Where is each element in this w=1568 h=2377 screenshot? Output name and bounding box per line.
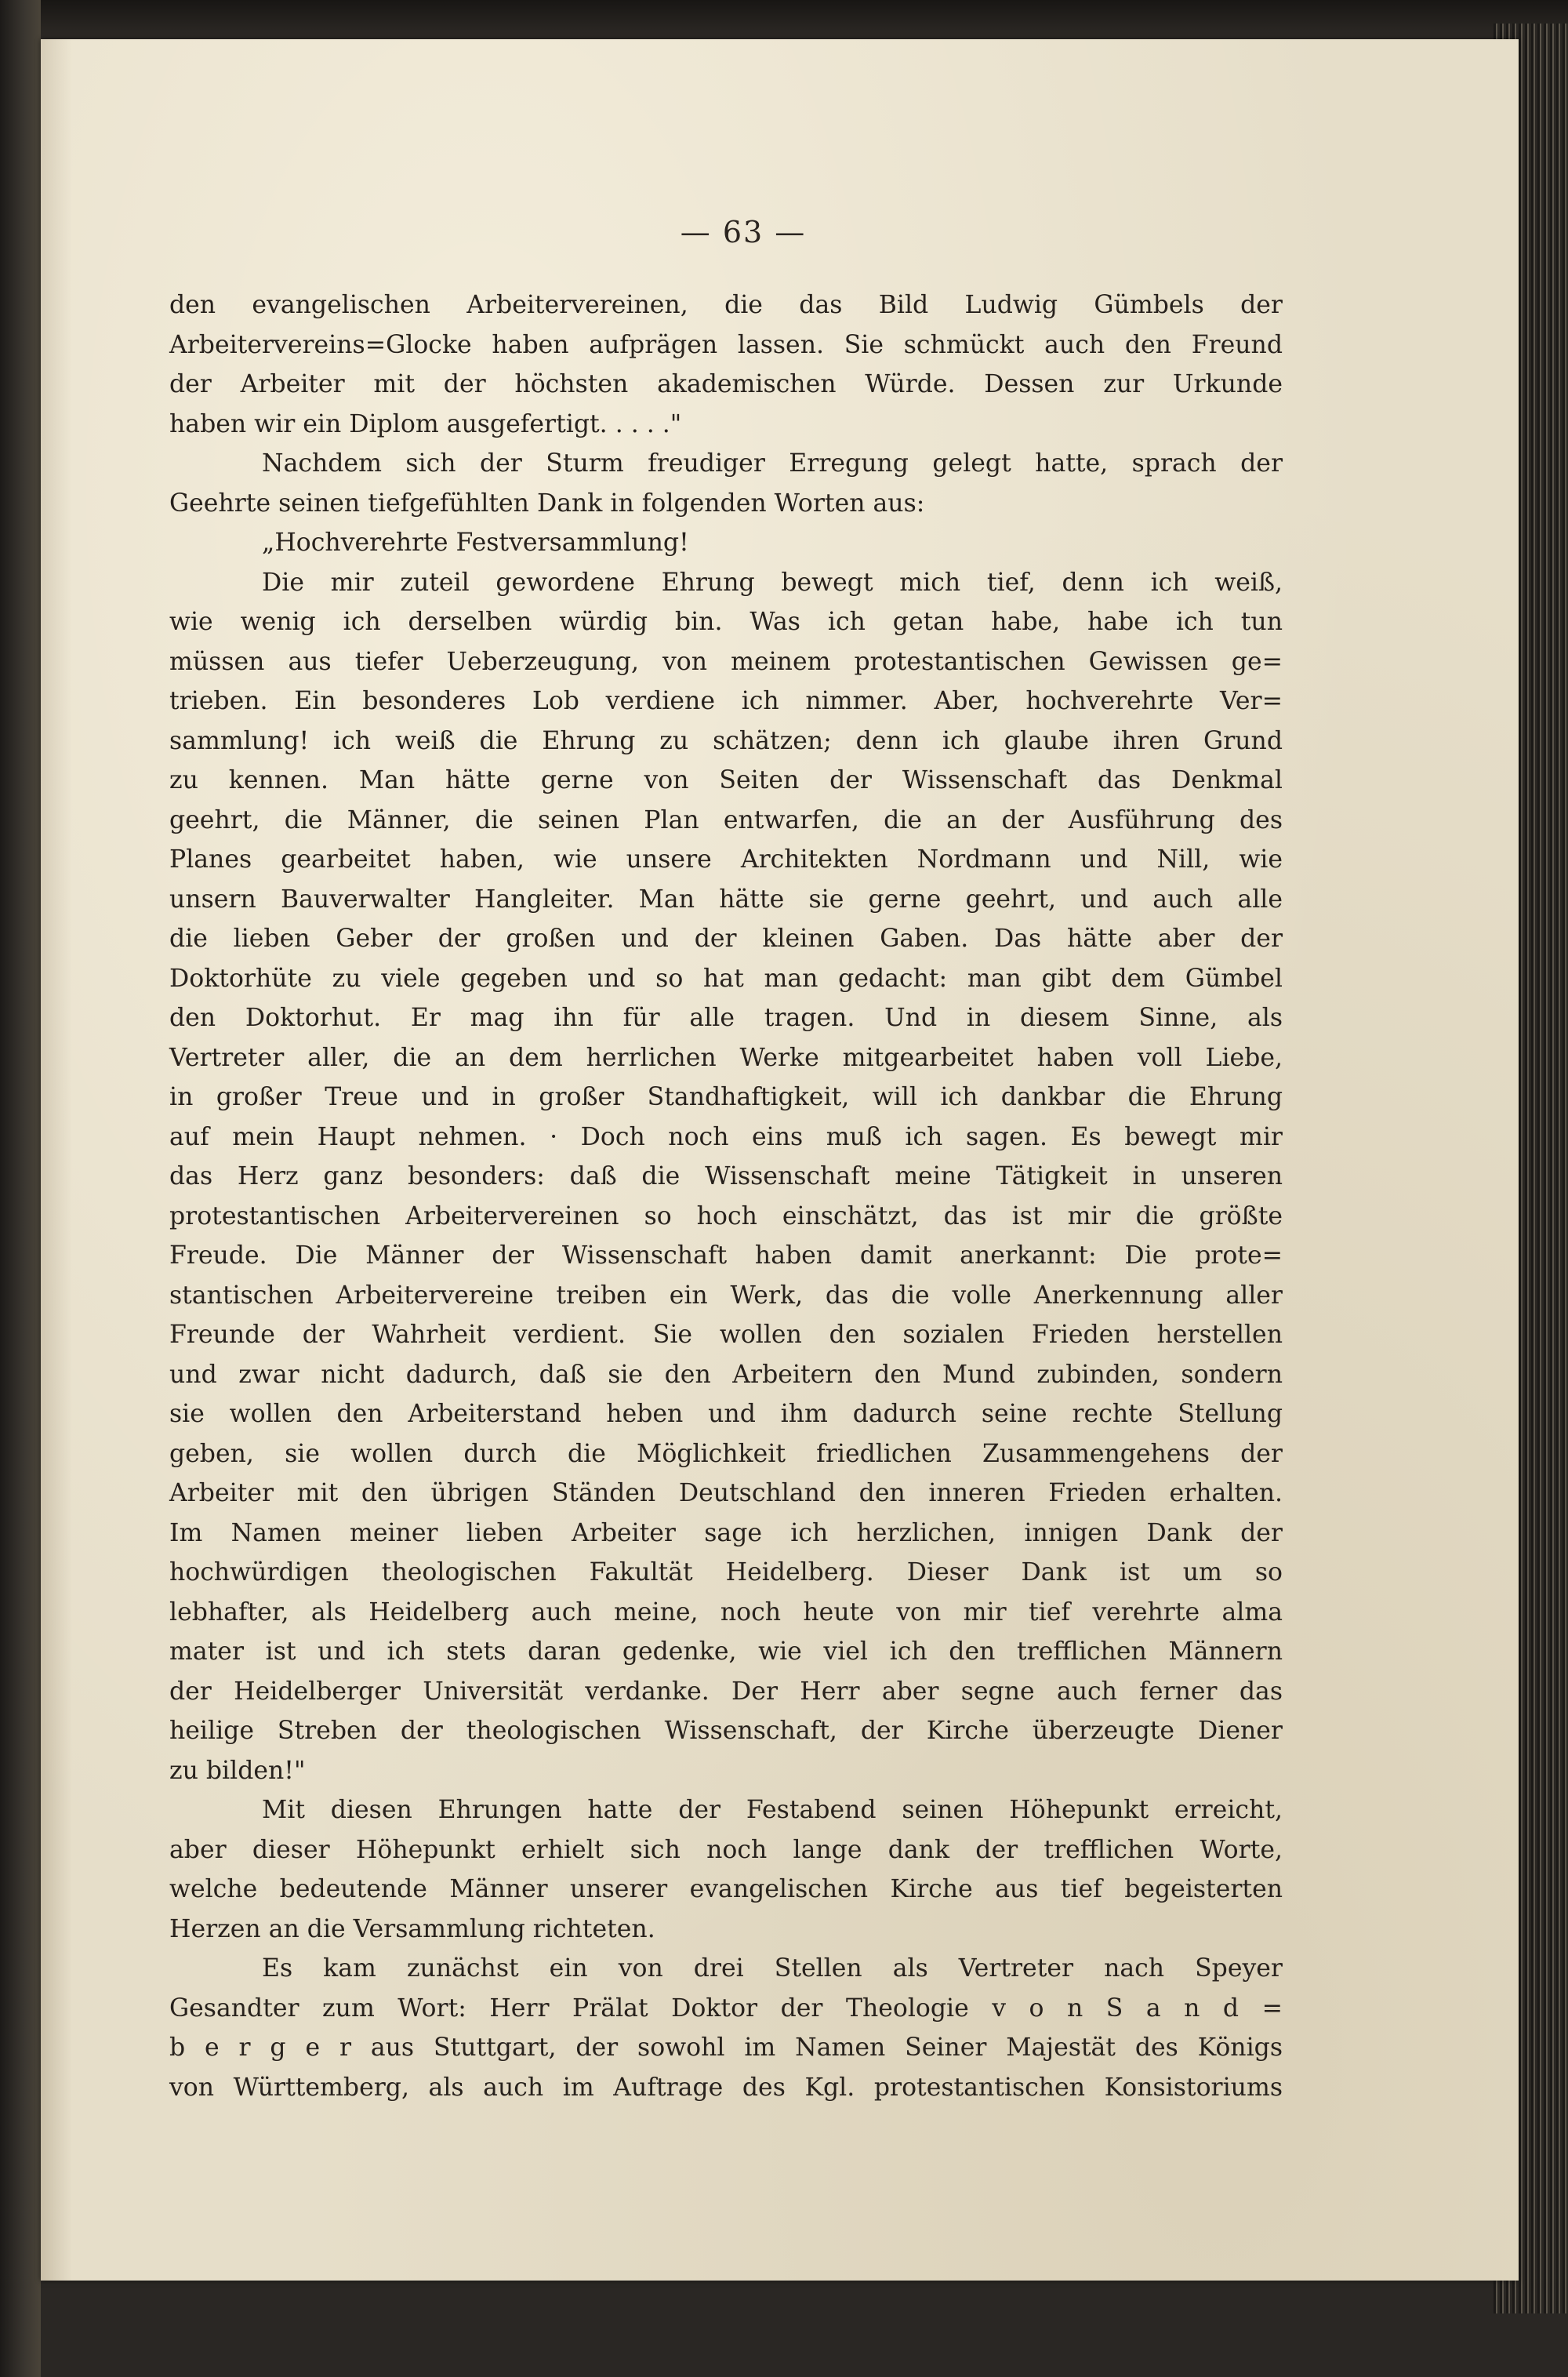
text-line: müssen aus tiefer Ueberzeugung, von meinem protestantischen Gewissen ge=	[169, 647, 1283, 676]
text-line: Die mir zuteil gewordene Ehrung bewegt mich tief, denn ich weiß,	[262, 568, 1283, 597]
text-line: stantischen Arbeitervereine treiben ein Werk, das die volle Anerkennung aller	[169, 1281, 1283, 1310]
text-line: zu bilden!"	[169, 1756, 306, 1785]
text-line: der Heidelberger Universität verdanke. Der Herr aber segne auch ferner das	[169, 1677, 1283, 1706]
text-line: Planes gearbeitet haben, wie unsere Architekten Nordmann und Nill, wie	[169, 845, 1283, 874]
text-line: wie wenig ich derselben würdig bin. Was ich getan habe, habe ich tun	[169, 608, 1283, 636]
text-line: Mit diesen Ehrungen hatte der Festabend seinen Höhepunkt erreicht,	[262, 1796, 1283, 1824]
text-line: die lieben Geber der großen und der kleinen Gaben. Das hätte aber der	[169, 925, 1283, 953]
text-line: welche bedeutende Männer unserer evangelischen Kirche aus tief begeisterten	[169, 1875, 1283, 1903]
body-text	[169, 285, 1283, 2107]
text-line: Freude. Die Männer der Wissenschaft haben damit anerkannt: Die prote=	[169, 1241, 1283, 1270]
text-line: sie wollen den Arbeiterstand heben und ihm dadurch seine rechte Stellung	[169, 1400, 1283, 1428]
text-line: Nachdem sich der Sturm freudiger Erregung gelegt hatte, sprach der	[262, 449, 1283, 478]
text-line: den evangelischen Arbeitervereinen, die das Bild Ludwig Gümbels der	[169, 291, 1283, 319]
text-line: Vertreter aller, die an dem herrlichen Werke mitgearbeitet haben voll Liebe,	[169, 1043, 1283, 1072]
text-line: unsern Bauverwalter Hangleiter. Man hätte sie gerne geehrt, und auch alle	[169, 885, 1283, 914]
text-line: sammlung! ich weiß die Ehrung zu schätzen; denn ich glaube ihren Grund	[169, 726, 1283, 755]
text-line: Doktorhüte zu viele gegeben und so hat man gedacht: man gibt dem Gümbel	[169, 964, 1283, 993]
text-line: aber dieser Höhepunkt erhielt sich noch lange dank der trefflichen Worte,	[169, 1835, 1283, 1864]
text-line: Freunde der Wahrheit verdient. Sie wollen den sozialen Frieden herstellen	[169, 1321, 1283, 1349]
text-line: Arbeiter mit den übrigen Ständen Deutschland den inneren Frieden erhalten.	[169, 1479, 1283, 1507]
text-line: und zwar nicht dadurch, daß sie den Arbeitern den Mund zubinden, sondern	[169, 1360, 1283, 1389]
text-line: Gesandter zum Wort: Herr Prälat Doktor der Theologie v o n S a n d =	[169, 1994, 1283, 2023]
text-line: geehrt, die Männer, die seinen Plan entwarfen, die an der Ausführung des	[169, 805, 1283, 834]
text-line: Arbeitervereins=Glocke haben aufprägen lassen. Sie schmückt auch den Freund	[169, 330, 1283, 359]
book-page	[41, 39, 1519, 2281]
text-line: „Hochverehrte Festversammlung!	[262, 529, 689, 557]
text-line: lebhafter, als Heidelberg auch meine, noch heute von mir tief verehrte alma	[169, 1597, 1283, 1626]
text-line: b e r g e r aus Stuttgart, der sowohl im Namen Seiner Majestät des Königs	[169, 2034, 1283, 2062]
text-line: der Arbeiter mit der höchsten akademischen Würde. Dessen zur Urkunde	[169, 370, 1283, 398]
scan-border-left	[0, 0, 41, 2377]
text-line: das Herz ganz besonders: daß die Wissenschaft meine Tätigkeit in unseren	[169, 1162, 1283, 1190]
text-line: Im Namen meiner lieben Arbeiter sage ich herzlichen, innigen Dank der	[169, 1518, 1283, 1547]
text-line: trieben. Ein besonderes Lob verdiene ich nimmer. Aber, hochverehrte Ver=	[169, 687, 1283, 715]
text-line: protestantischen Arbeitervereinen so hoch einschätzt, das ist mir die größte	[169, 1201, 1283, 1230]
text-line: mater ist und ich stets daran gedenke, wie viel ich den trefflichen Männern	[169, 1637, 1283, 1666]
text-line: in großer Treue und in großer Standhaftigkeit, will ich dankbar die Ehrung	[169, 1083, 1283, 1111]
text-line: den Doktorhut. Er mag ihn für alle tragen. Und in diesem Sinne, als	[169, 1004, 1283, 1032]
text-line: Herzen an die Versammlung richteten.	[169, 1914, 655, 1943]
text-line: haben wir ein Diplom ausgefertigt. . . . ."	[169, 409, 682, 438]
text-line: zu kennen. Man hätte gerne von Seiten der Wissenschaft das Denkmal	[169, 766, 1283, 794]
text-line: von Württemberg, als auch im Auftrage des Kgl. protestantischen Konsistoriums	[169, 2073, 1283, 2102]
scan-border-top	[0, 0, 1568, 39]
text-line: hochwürdigen theologischen Fakultät Heidelberg. Dieser Dank ist um so	[169, 1558, 1283, 1586]
text-line: heilige Streben der theologischen Wissenschaft, der Kirche überzeugte Diener	[169, 1717, 1283, 1745]
page-number: — 63 —	[680, 215, 807, 249]
text-line: geben, sie wollen durch die Möglichkeit friedlichen Zusammengehens der	[169, 1439, 1283, 1468]
text-line: auf mein Haupt nehmen. · Doch noch eins muß ich sagen. Es bewegt mir	[169, 1122, 1283, 1151]
text-line: Es kam zunächst ein von drei Stellen als Vertreter nach Speyer	[262, 1954, 1283, 1983]
text-line: Geehrte seinen tiefgefühlten Dank in folgenden Worten aus:	[169, 489, 925, 518]
